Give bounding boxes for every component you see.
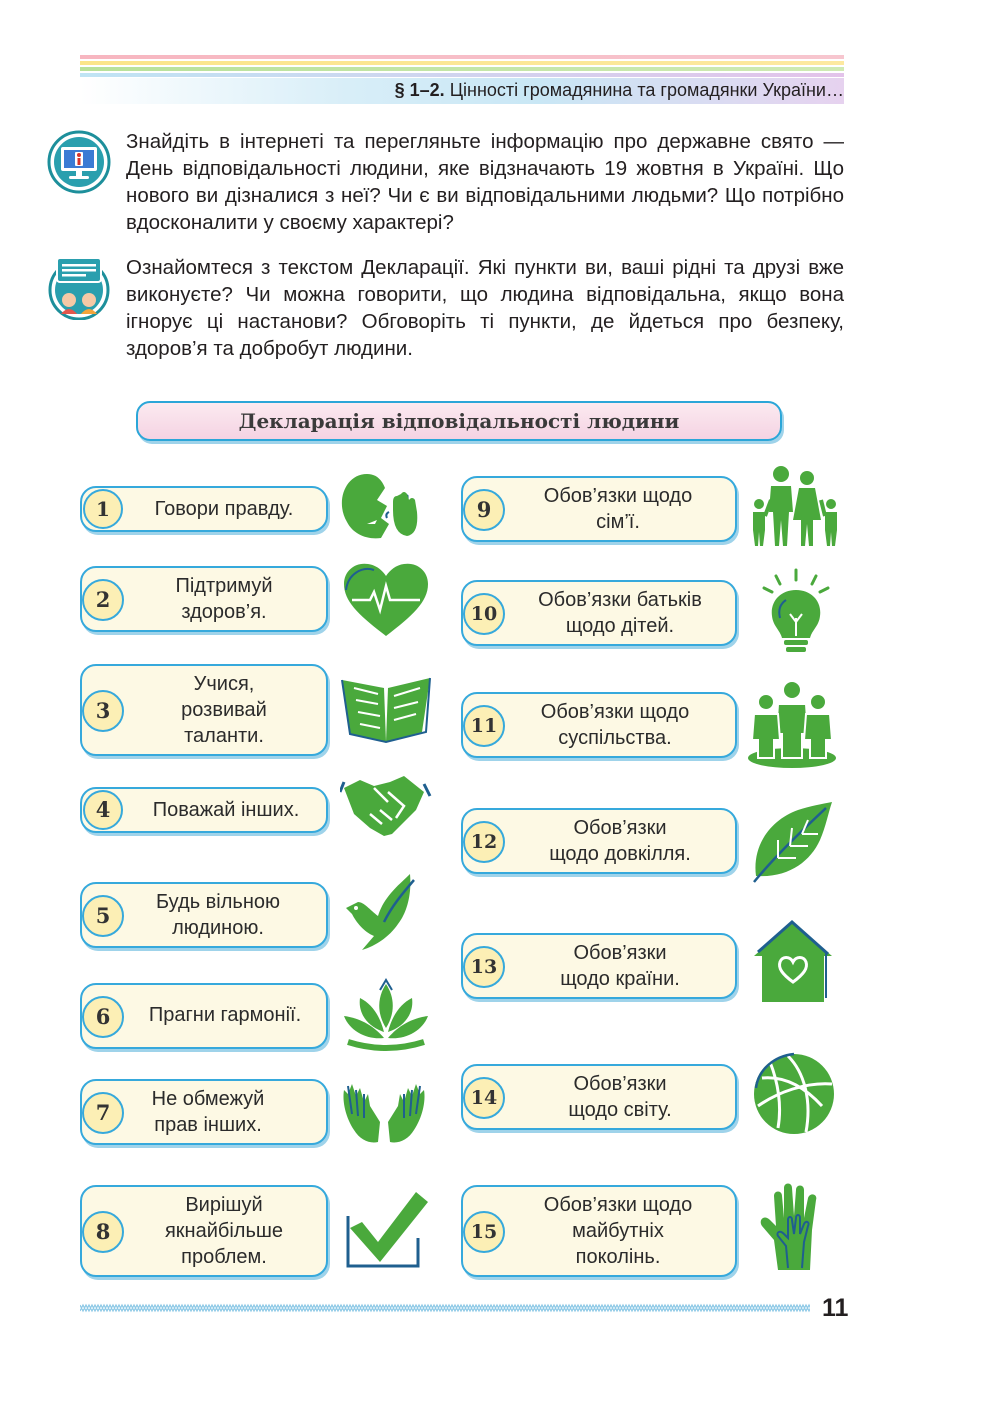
item-text: Обов’язки щодо країни. [560, 942, 680, 990]
item-number: 9 [463, 489, 505, 531]
item-text: Вирішуй якнайбільше проблем. [164, 1194, 284, 1268]
heart-pulse-icon [340, 556, 432, 648]
section-number: § 1–2. [394, 80, 445, 100]
declaration-item-11 [461, 692, 737, 758]
dove-icon [340, 866, 432, 958]
item-number: 2 [82, 579, 124, 621]
item-text: Обов’язки щодо майбутніх поколінь. [543, 1194, 693, 1268]
handshake-icon [340, 762, 432, 854]
item-text: Будь вільною людиною. [156, 891, 280, 939]
family-icon [742, 460, 844, 552]
declaration-item-12 [461, 808, 737, 874]
item-text: Обов’язки щодо сім’ї. [543, 485, 693, 533]
item-text: Обов’язки щодо суспільства. [540, 701, 690, 749]
item-number: 8 [82, 1211, 124, 1253]
leaf-icon [748, 796, 840, 888]
declaration-item-4 [80, 787, 328, 833]
item-number: 3 [82, 690, 124, 732]
declaration-title: Декларація відповідальності людини [238, 409, 680, 433]
house-heart-icon [748, 916, 840, 1008]
declaration-item-2 [80, 566, 328, 632]
running-header [395, 80, 844, 101]
declaration-item-9 [461, 476, 737, 542]
declaration-item-3 [80, 664, 328, 756]
item-number: 13 [463, 946, 505, 988]
people-group-icon [740, 678, 844, 770]
item-text: Обов’язки батьків щодо дітей. [538, 589, 702, 637]
item-text: Прагни гармонії. [148, 1004, 302, 1026]
open-hands-icon [338, 1066, 430, 1158]
item-number: 14 [463, 1077, 505, 1119]
header-stripes [80, 55, 844, 77]
discussion-icon [47, 256, 111, 320]
declaration-item-13 [461, 933, 737, 999]
section-title: Цінності громадянина та громадянки України… [449, 80, 844, 100]
declaration-item-1 [80, 486, 328, 532]
task-paragraph-1: Знайдіть в інтернеті та перегляньте інформацію про державне свято — День відповідальності людини, яке відзначають 19 жовтня в Україні. Що нового ви дізналися з неї? Чи є ви відповідальними людьми? Що потрібно вдосконалити у своєму характері? [126, 130, 844, 234]
item-text: Учися, розвивай таланти. [181, 673, 267, 747]
checkmark-icon [340, 1182, 432, 1274]
task-paragraph-2: Ознайомтеся з текстом Декларації. Які пункти ви, ваші рідні та друзі вже виконуєте? Чи можна говорити, що людина відповідальна, якщо вона ігнорує ці настанови? Обговоріть ті пункти, де йдеться про безпеку, здоров’я та добробут людини. [126, 256, 844, 360]
declaration-item-10 [461, 580, 737, 646]
globe-icon [748, 1048, 840, 1140]
declaration-item-8 [80, 1185, 328, 1277]
item-number: 11 [463, 705, 505, 747]
item-text: Говори правду. [154, 498, 294, 520]
declaration-item-14 [461, 1064, 737, 1130]
item-text: Підтримуй здоров’я. [175, 575, 273, 623]
item-number: 15 [463, 1211, 505, 1253]
open-book-icon [340, 660, 432, 752]
hands-stack-icon [748, 1176, 840, 1276]
lotus-icon [340, 972, 432, 1064]
item-text: Поважай інших. [152, 799, 300, 821]
declaration-title-banner [136, 401, 782, 441]
light-bulb-icon [750, 566, 842, 658]
face-speaking-icon [337, 462, 429, 554]
item-number: 4 [83, 790, 123, 830]
declaration-item-5 [80, 882, 328, 948]
declaration-item-15 [461, 1185, 737, 1277]
item-number: 1 [83, 489, 123, 529]
item-text: Обов’язки щодо довкілля. [549, 817, 691, 865]
computer-info-icon [47, 130, 111, 194]
page-number: 11 [822, 1294, 849, 1322]
item-number: 5 [82, 895, 124, 937]
item-number: 6 [82, 996, 124, 1038]
item-number: 10 [463, 593, 505, 635]
item-number: 12 [463, 821, 505, 863]
item-text: Обов’язки щодо світу. [568, 1073, 672, 1121]
item-text: Не обмежуй прав інших. [151, 1088, 265, 1136]
item-number: 7 [82, 1092, 124, 1134]
declaration-item-6 [80, 983, 328, 1049]
footer-ornament [80, 1302, 810, 1314]
declaration-item-7 [80, 1079, 328, 1145]
